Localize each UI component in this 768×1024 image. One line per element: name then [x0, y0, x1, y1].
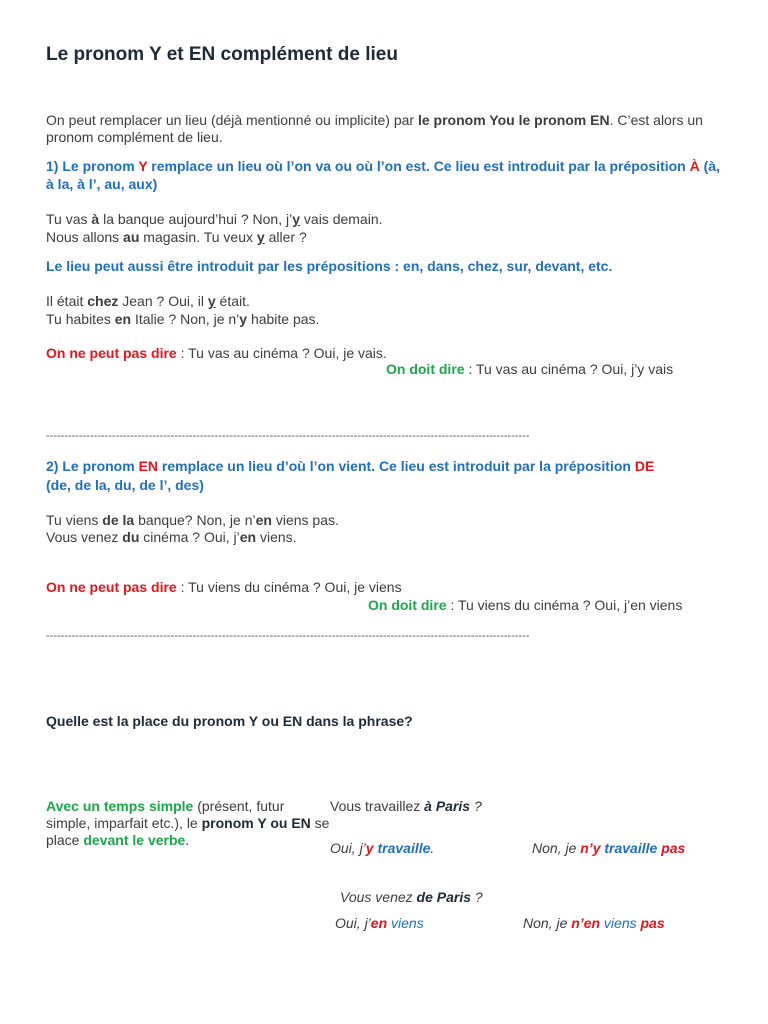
text: Tu habites [46, 311, 115, 327]
place: de Paris [416, 889, 472, 905]
example-answer-yes-1 [330, 840, 434, 857]
right-example [368, 597, 682, 614]
pronoun: y [239, 311, 248, 327]
pronoun: en [255, 512, 272, 528]
text: Vous travaillez [330, 798, 425, 814]
section1-heading [46, 157, 720, 193]
text: Non, je [523, 915, 572, 931]
bold: du [122, 529, 140, 545]
text: Tu vas [46, 211, 92, 227]
rule-bold: pronom Y ou EN [201, 815, 311, 831]
wrong-text: : Tu viens du cinéma ? Oui, je viens [176, 579, 402, 595]
example-line [46, 293, 250, 310]
text: magasin. Tu veux [139, 229, 257, 245]
section1-note: Le lieu peut aussi être introduit par les prépositions : en, dans, chez, sur, devant, etc. [46, 258, 613, 274]
text: cinéma ? Oui, j’ [139, 529, 240, 545]
text: Oui, j’ [330, 840, 366, 856]
heading-text: (de, de la, du, de l’, des) [46, 477, 204, 493]
rule-green: devant le verbe [83, 832, 186, 848]
intro-text-end: . C’est alors un pronom complément de lieu. [46, 112, 703, 145]
rule-green: Avec un temps simple [46, 798, 194, 814]
wrong-example [46, 345, 387, 362]
heading-y: Y [138, 158, 148, 174]
heading-text: 1) Le pronom [46, 158, 139, 174]
question-heading: Quelle est la place du pronom Y ou EN dans la phrase? [46, 713, 413, 729]
text: Vous venez [46, 529, 123, 545]
rule-text: (présent, futur simple, imparfait etc.), le [46, 798, 285, 831]
heading-text: remplace un lieu où l’on va ou où l’on est. Ce lieu est introduit par la préposition [147, 158, 690, 174]
pronoun: y [292, 211, 301, 227]
wrong-label: On ne peut pas dire [46, 345, 177, 361]
pronoun: en [239, 529, 257, 545]
pronoun: n’y [580, 840, 601, 856]
example-line [46, 311, 319, 328]
intro-bold: le pronom You le pronom EN [417, 112, 610, 128]
intro-paragraph [46, 112, 718, 146]
intro-text: On peut remplacer un lieu (déjà mentionné ou implicite) par [46, 112, 418, 128]
text: ? [471, 889, 483, 905]
text: ? [470, 798, 482, 814]
right-label: On doit dire [368, 597, 447, 613]
text: viens pas. [271, 512, 339, 528]
text: Tu viens [46, 512, 103, 528]
bold: à [91, 211, 100, 227]
verb: travaille [373, 840, 431, 856]
bold: de la [102, 512, 135, 528]
example-line [46, 229, 307, 246]
negation: pas [636, 915, 665, 931]
pronoun: y [365, 840, 374, 856]
text: était. [215, 293, 250, 309]
text: viens. [256, 529, 297, 545]
pronoun: y [207, 293, 216, 309]
bold: en [114, 311, 132, 327]
bold: au [123, 229, 140, 245]
verb: viens [600, 915, 637, 931]
divider: ------------------------------------------------------------------------------------------------------------------------------------ [46, 430, 530, 442]
negation: pas [657, 840, 686, 856]
heading-text: remplace un lieu d’où l’on vient. Ce lieu est introduit par la préposition [158, 458, 635, 474]
heading-en: EN [138, 458, 159, 474]
wrong-label: On ne peut pas dire [46, 579, 177, 595]
heading-de: DE [634, 458, 655, 474]
wrong-example [46, 579, 402, 596]
example-line [46, 529, 297, 546]
text: la banque aujourd’hui ? Non, j’ [99, 211, 293, 227]
text: . [430, 840, 435, 856]
text: Vous venez [340, 889, 417, 905]
text: Jean ? Oui, il [118, 293, 208, 309]
heading-text: 2) Le pronom [46, 458, 139, 474]
rule-text: se place [46, 815, 330, 848]
pronoun: n’en [571, 915, 601, 931]
example-answer-no-1 [532, 840, 685, 857]
example-line [46, 512, 339, 529]
text: aller ? [264, 229, 307, 245]
text: vais demain. [300, 211, 383, 227]
divider: ------------------------------------------------------------------------------------------------------------------------------------ [46, 630, 530, 642]
heading-text: (à, à la, à l’, au, aux) [46, 158, 720, 192]
page-title: Le pronom Y et EN complément de lieu [46, 44, 398, 65]
verb: viens [387, 915, 424, 931]
section2-heading [46, 457, 720, 495]
rule-text: . [185, 832, 190, 848]
text: Il était [46, 293, 88, 309]
text: banque? Non, je n’ [134, 512, 256, 528]
right-example [386, 361, 673, 378]
pronoun: y [256, 229, 265, 245]
text: Oui, j’ [335, 915, 371, 931]
right-label: On doit dire [386, 361, 465, 377]
rule-paragraph [46, 798, 330, 849]
verb: travaille [600, 840, 658, 856]
place: à Paris [424, 798, 471, 814]
bold: chez [87, 293, 119, 309]
pronoun: en [370, 915, 388, 931]
example-line [46, 211, 383, 228]
example-question-1 [330, 798, 482, 815]
right-text: : Tu viens du cinéma ? Oui, j’en viens [446, 597, 683, 613]
text: Nous allons [46, 229, 124, 245]
heading-a: À [689, 158, 700, 174]
text: habite pas. [247, 311, 320, 327]
wrong-text: : Tu vas au cinéma ? Oui, je vais. [176, 345, 387, 361]
example-answer-no-2 [523, 915, 665, 932]
example-answer-yes-2 [335, 915, 424, 932]
right-text: : Tu vas au cinéma ? Oui, j’y vais [464, 361, 674, 377]
text: Non, je [532, 840, 581, 856]
example-question-2 [340, 889, 483, 906]
text: Italie ? Non, je n’ [131, 311, 240, 327]
